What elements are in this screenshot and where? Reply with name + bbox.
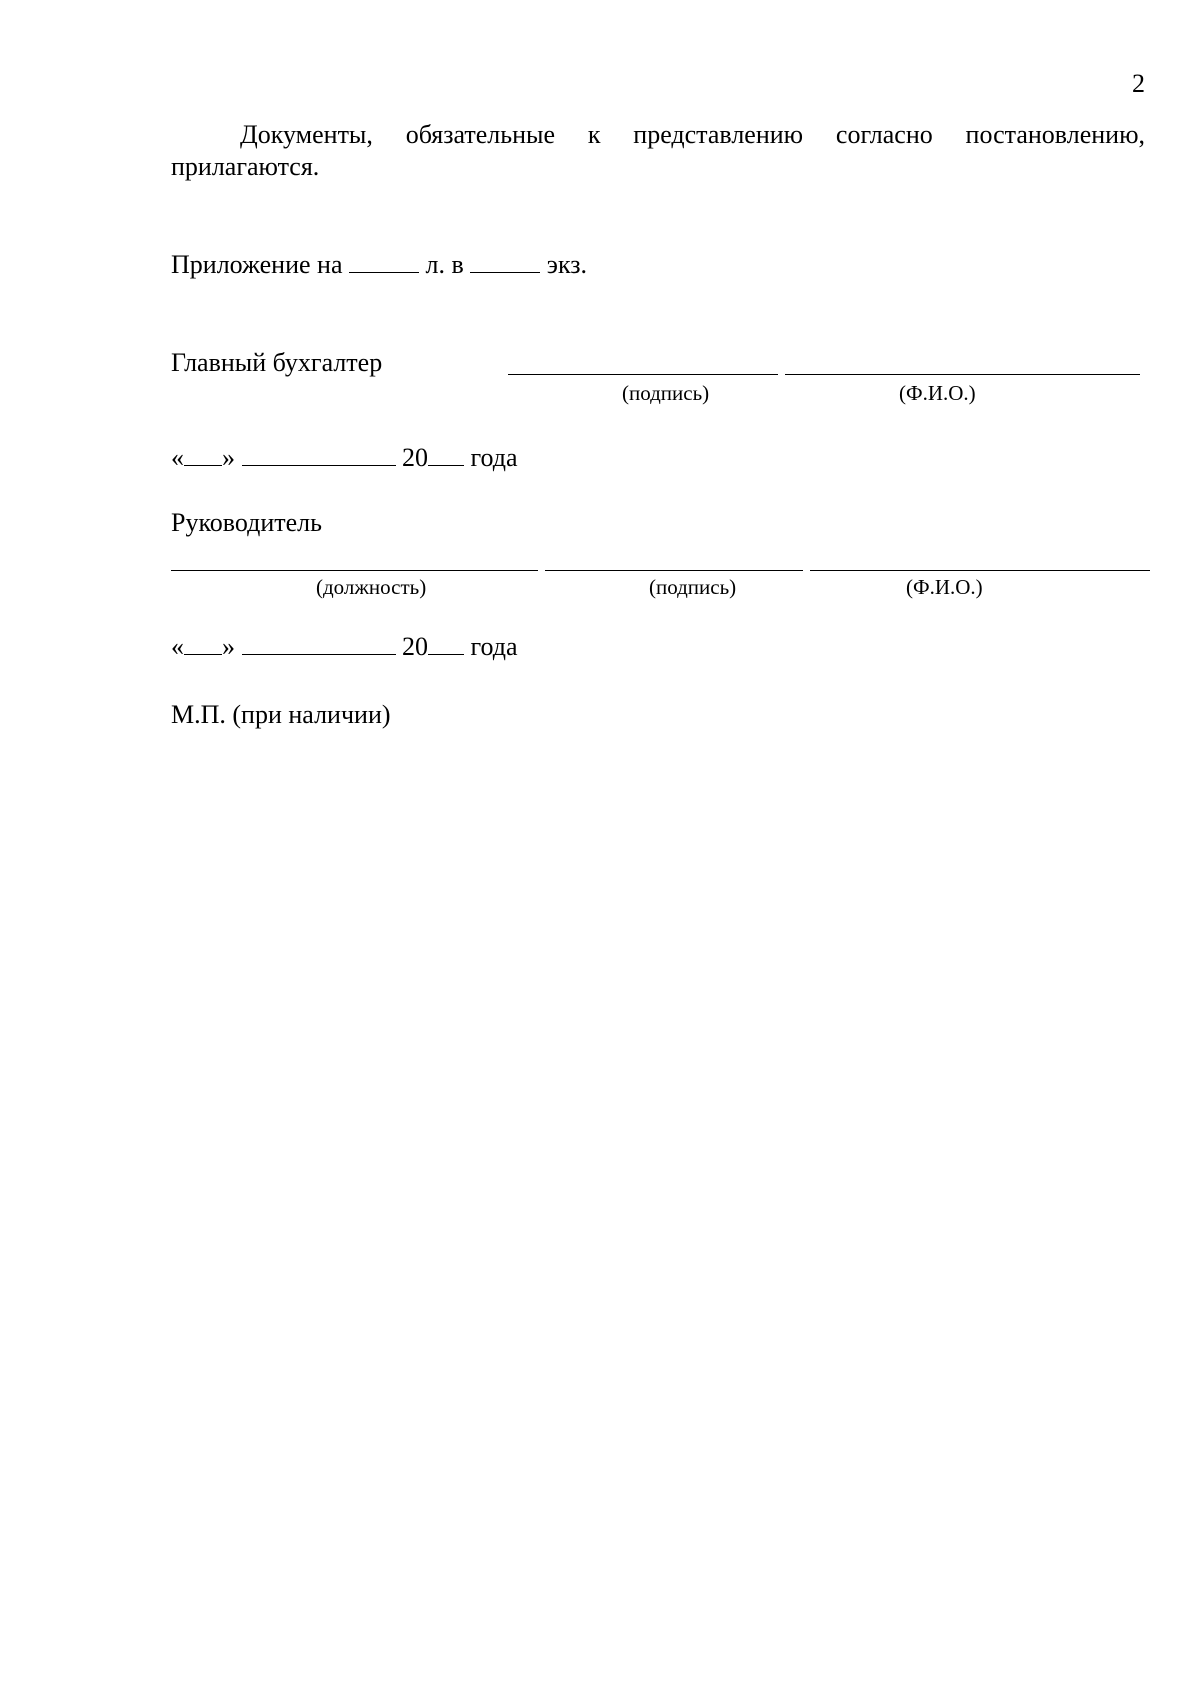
head-position-caption: (должность) <box>316 575 427 599</box>
date-open-quote: « <box>171 632 184 661</box>
page-number: 2 <box>1132 69 1145 98</box>
year-prefix: 20 <box>402 632 428 661</box>
year-word: года <box>470 443 518 472</box>
month-blank[interactable] <box>242 445 396 466</box>
year-blank[interactable] <box>428 634 464 655</box>
attachment-mid: л. в <box>425 250 464 279</box>
date-close-quote: » <box>222 632 235 661</box>
head-label: Руководитель <box>171 508 322 537</box>
head-name-caption: (Ф.И.О.) <box>906 575 983 599</box>
month-blank[interactable] <box>242 634 396 655</box>
date-line-head <box>171 632 518 662</box>
head-signature-line[interactable] <box>545 570 803 571</box>
year-blank[interactable] <box>428 445 464 466</box>
chief-accountant-signature-caption: (подпись) <box>622 381 710 405</box>
head-name-line[interactable] <box>810 570 1150 571</box>
attachment-line <box>171 250 587 280</box>
date-open-quote: « <box>171 443 184 472</box>
chief-accountant-label: Главный бухгалтер <box>171 348 383 377</box>
year-word: года <box>470 632 518 661</box>
sheets-count-blank[interactable] <box>349 252 419 273</box>
year-prefix: 20 <box>402 443 428 472</box>
intro-paragraph: Документы, обязательные к представлению согласно постановлению, прилагаются. <box>171 120 1145 181</box>
chief-accountant-signature-line[interactable] <box>508 374 778 375</box>
head-position-line[interactable] <box>171 570 538 571</box>
head-signature-caption: (подпись) <box>649 575 737 599</box>
stamp-label: М.П. (при наличии) <box>171 700 391 729</box>
attachment-suffix: экз. <box>546 250 587 279</box>
chief-accountant-name-caption: (Ф.И.О.) <box>899 381 976 405</box>
attachment-prefix: Приложение на <box>171 250 343 279</box>
day-blank[interactable] <box>184 445 222 466</box>
date-close-quote: » <box>222 443 235 472</box>
chief-accountant-name-line[interactable] <box>785 374 1140 375</box>
date-line-accountant <box>171 443 518 473</box>
day-blank[interactable] <box>184 634 222 655</box>
copies-count-blank[interactable] <box>470 252 540 273</box>
